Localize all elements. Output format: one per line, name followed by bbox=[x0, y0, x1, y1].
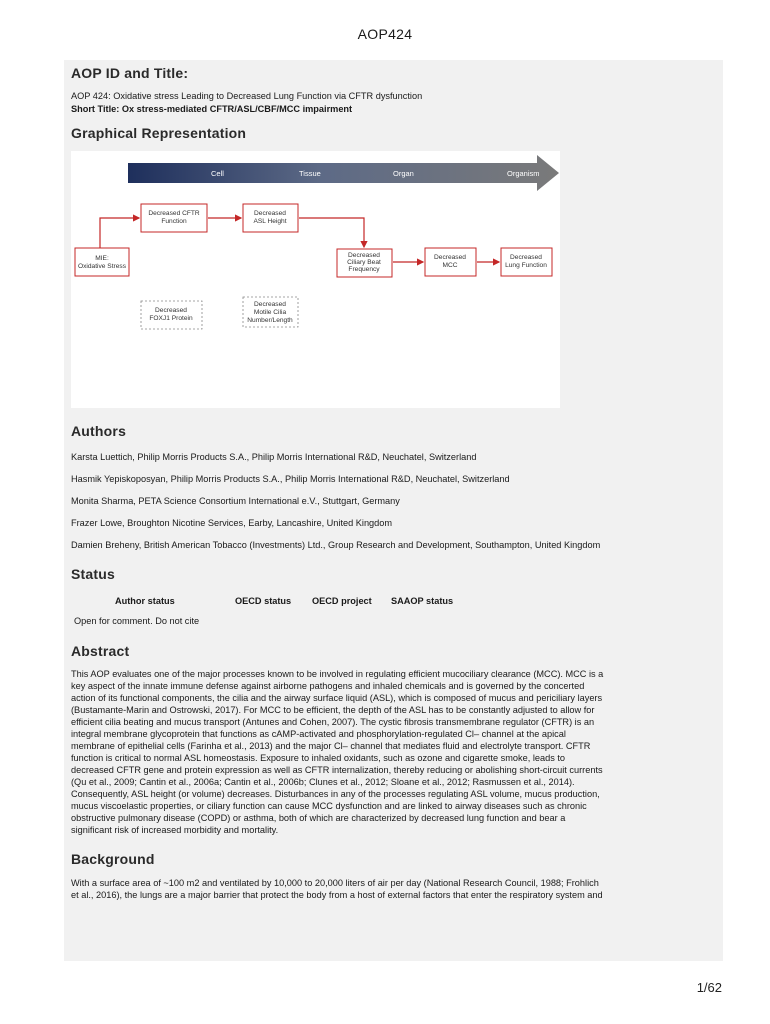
status-heading: Status bbox=[71, 566, 115, 582]
edge-mie-cftr bbox=[100, 218, 139, 248]
abstract-line: decreased CFTR gene and protein expression as well as CFTR internalization, thereby reducing or abolishing short-circuit currents bbox=[71, 765, 603, 775]
edge-asl-cbf bbox=[299, 218, 364, 247]
abstract-line: efficient cilia beating and mucus transport (Antunes and Cohen, 2007). The cystic fibrosis transmembrane regulator (CFTR) is an bbox=[71, 717, 595, 727]
abstract-line: (Bustamante-Marin and Ostrowski, 2017). For MCC to be efficient, the depth of the ASL has to be constantly adjusted to allow for bbox=[71, 705, 595, 715]
node-motile-line2: Motile Cilia bbox=[253, 309, 287, 316]
abstract-line: action of its functional components, the cilia and the airway surface liquid (ASL), which is composed of mucus and periciliary layers bbox=[71, 693, 603, 703]
abstract-text bbox=[71, 668, 715, 836]
authors-heading: Authors bbox=[71, 423, 127, 439]
abstract-line: mucus viscoelastic properties, or ciliary function can cause MCC dysfunction and are linked to airway diseases such as chronic bbox=[71, 801, 587, 811]
content-panel bbox=[64, 60, 723, 961]
node-foxj1-line1: Decreased bbox=[155, 307, 187, 314]
stage-label-organism: Organism bbox=[507, 169, 540, 178]
background-line: et al., 2016), the lungs are a major barrier that protect the body from a host of external factors that enter the respiratory system and bbox=[71, 890, 603, 900]
status-value: Open for comment. Do not cite bbox=[74, 616, 200, 626]
node-cbf-line3: Frequency bbox=[348, 266, 380, 273]
node-cftr-line2: Function bbox=[161, 218, 187, 225]
node-asl bbox=[243, 204, 298, 232]
aop-id-heading: AOP ID and Title: bbox=[71, 65, 189, 81]
node-mcc bbox=[425, 248, 476, 276]
stage-label-cell: Cell bbox=[211, 169, 224, 178]
node-motile-line3: Number/Length bbox=[247, 317, 293, 324]
node-cbf bbox=[337, 249, 392, 277]
abstract-line: function is critical to normal ASL homeostasis. Exposure to inhaled oxidants, such as ozone and cigarette smoke, leads to bbox=[71, 753, 566, 763]
aop-short-title: Short Title: Ox stress-mediated CFTR/ASL/CBF/MCC impairment bbox=[71, 103, 353, 114]
status-col-saaop: SAAOP status bbox=[391, 596, 454, 606]
document-title: AOP424 bbox=[357, 26, 413, 42]
author-item: Karsta Luettich, Philip Morris Products S.A., Philip Morris International R&D, Neuchatel, Switzerland bbox=[71, 452, 477, 462]
node-cftr bbox=[141, 204, 207, 232]
node-foxj1-line2: FOXJ1 Protein bbox=[149, 315, 193, 322]
node-cbf-line1: Decreased bbox=[348, 252, 380, 259]
level-arrow bbox=[128, 155, 559, 191]
abstract-line: This AOP evaluates one of the major processes known to be involved in regulating efficient mucociliary clearance (MCC). MCC is a bbox=[71, 669, 604, 679]
abstract-line: key aspect of the innate immune defense against airborne pathogens and inhaled chemicals and is governed by the concerted bbox=[71, 681, 585, 691]
status-col-author: Author status bbox=[115, 596, 175, 606]
node-foxj1 bbox=[141, 301, 202, 329]
aop-diagram bbox=[71, 151, 560, 408]
node-mie-line1: MIE: bbox=[95, 255, 109, 262]
node-asl-line1: Decreased bbox=[254, 210, 286, 217]
node-cftr-line1: Decreased CFTR bbox=[148, 210, 200, 217]
abstract-line: significant risk of increased morbidity and mortality. bbox=[71, 825, 279, 835]
node-mcc-line2: MCC bbox=[442, 262, 458, 269]
node-motile bbox=[243, 297, 298, 327]
node-mie-line2: Oxidative Stress bbox=[77, 263, 127, 270]
background-line: With a surface area of ~100 m2 and ventilated by 10,000 to 20,000 liters of air per day (National Research Council, 1988; Frohlich bbox=[71, 878, 599, 888]
status-table-header bbox=[71, 596, 715, 610]
abstract-line: integral membrane glycoprotein that functions as cAMP-activated and phosphorylation-regulated Cl– channel at the apical bbox=[71, 729, 566, 739]
node-motile-line1: Decreased bbox=[254, 301, 286, 308]
node-mie bbox=[75, 248, 129, 276]
node-lung-line1: Decreased bbox=[510, 254, 542, 261]
node-asl-line2: ASL Height bbox=[253, 218, 287, 225]
author-item: Monita Sharma, PETA Science Consortium International e.V., Stuttgart, Germany bbox=[71, 496, 400, 506]
node-lung-line2: Lung Function bbox=[505, 262, 547, 269]
author-item: Frazer Lowe, Broughton Nicotine Services, Earby, Lancashire, United Kingdom bbox=[71, 518, 393, 528]
abstract-line: Consequently, ASL height (or volume) decreases. Disturbances in any of the processes regulating ASL volume, mucus production, bbox=[71, 789, 600, 799]
node-cbf-line2: Ciliary Beat bbox=[347, 259, 381, 266]
page-number: 1/62 bbox=[696, 980, 722, 995]
background-text bbox=[71, 877, 715, 901]
node-lung bbox=[501, 248, 552, 276]
author-item: Hasmik Yepiskoposyan, Philip Morris Products S.A., Philip Morris International R&D, Neuchatel, Switzerland bbox=[71, 474, 510, 484]
status-col-oecd-project: OECD project bbox=[312, 596, 372, 606]
status-col-oecd-status: OECD status bbox=[235, 596, 292, 606]
aop-full-title: AOP 424: Oxidative stress Leading to Decreased Lung Function via CFTR dysfunction bbox=[71, 91, 423, 101]
graphical-representation-heading: Graphical Representation bbox=[71, 125, 247, 141]
background-heading: Background bbox=[71, 851, 155, 867]
abstract-heading: Abstract bbox=[71, 643, 130, 659]
author-item: Damien Breheny, British American Tobacco (Investments) Ltd., Group Research and Development, Southampton, United Kingdom bbox=[71, 540, 601, 550]
node-mcc-line1: Decreased bbox=[434, 254, 466, 261]
abstract-line: (Qu et al., 2009; Cantin et al., 2006a; Cantin et al., 2006b; Clunes et al., 2012; Sloane et al., 2012; Rasmussen et al., 2014). bbox=[71, 777, 575, 787]
abstract-line: membrane of epithelial cells (Farinha et al., 2013) and the major Cl– channel that mediates fluid and electrolyte transport. CFTR bbox=[71, 741, 591, 751]
stage-label-tissue: Tissue bbox=[299, 169, 321, 178]
abstract-line: obstructive pulmonary disease (COPD) or asthma, both of which are characterized by decreased lung function and bear a bbox=[71, 813, 566, 823]
stage-label-organ: Organ bbox=[393, 169, 414, 178]
